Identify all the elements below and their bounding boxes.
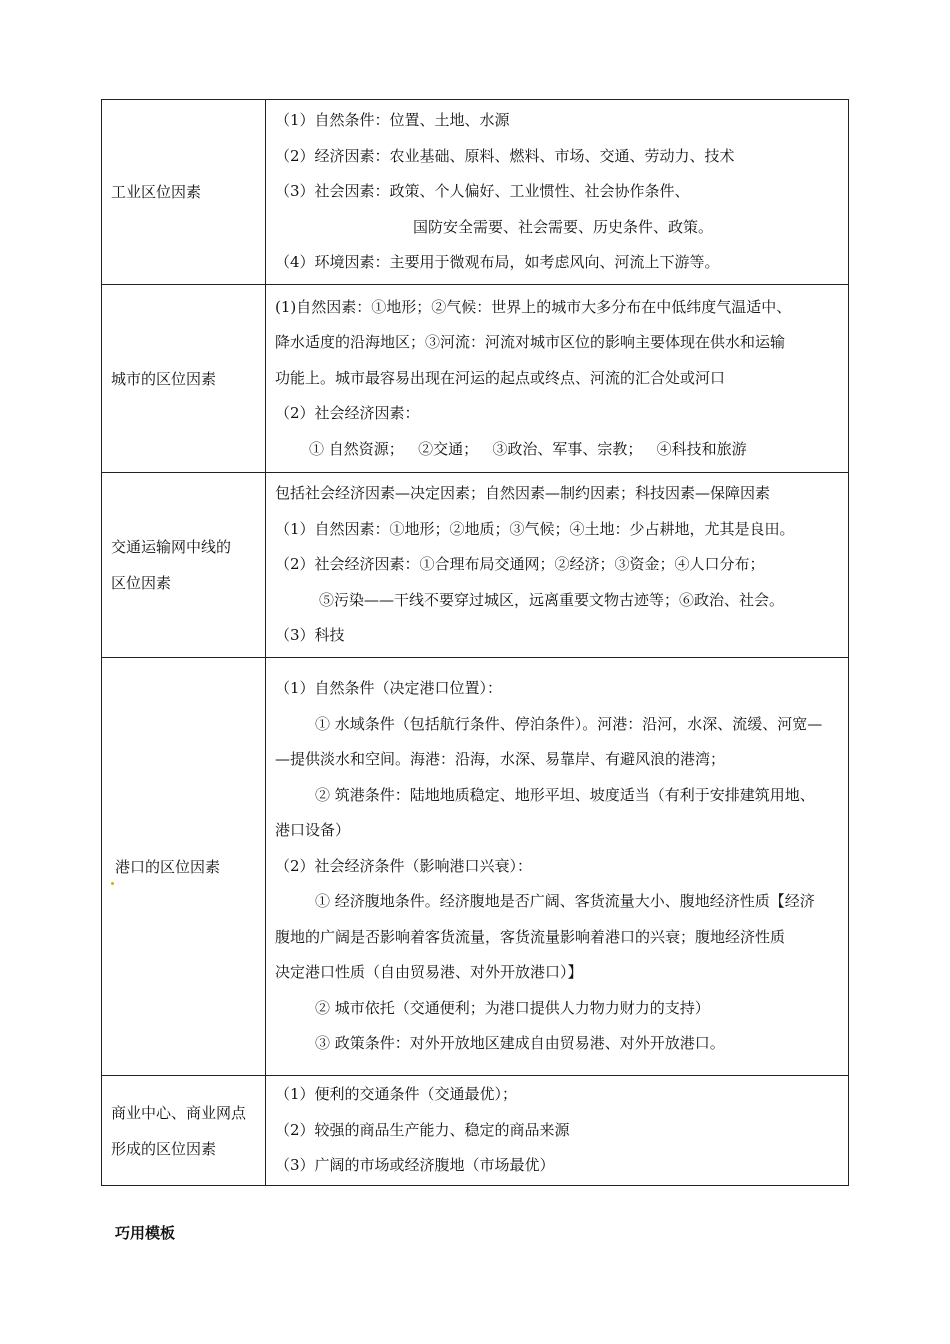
row-content-cell — [266, 1076, 849, 1186]
row-label: 商业中心、商业网点 — [111, 1103, 247, 1122]
section-heading: 巧用模板 — [115, 1224, 176, 1242]
content-line: （2）社会经济因素： — [275, 404, 420, 423]
content-line: ② 筑港条件：陆地地质稳定、地形平坦、坡度适当（有利于安排建筑用地、 — [315, 785, 815, 804]
content-line: —提供淡水和空间。海港：沿海，水深、易靠岸、有避风浪的港湾； — [275, 750, 726, 769]
row-content-cell — [266, 658, 849, 1076]
row-label-text: 港口的区位因素 — [115, 857, 221, 876]
table-row — [102, 1076, 849, 1186]
content-line: （1）自然条件（决定港口位置）： — [275, 679, 503, 698]
row-label: 交通运输网中线的 — [111, 538, 232, 556]
content-line: 国防安全需要、社会需要、历史条件、政策。 — [413, 217, 714, 236]
content-line: 包括社会经济因素—决定因素；自然因素—制约因素；科技因素—保障因素 — [275, 484, 771, 503]
row-content-cell — [266, 100, 849, 285]
content-line: （1）便利的交通条件（交通最优）； — [275, 1085, 518, 1104]
content-line: (1)自然因素：①地形；②气候：世界上的城市大多分布在中低纬度气温适中、 — [275, 297, 792, 316]
content-line: ⑤污染——干线不要穿过城区，远离重要文物古迹等；⑥政治、社会。 — [319, 590, 785, 609]
content-line: （3）社会因素：政策、个人偏好、工业惯性、社会协作条件、 — [275, 182, 690, 201]
content-line: ① 经济腹地条件。经济腹地是否广阔、客货流量大小、腹地经济性质【经济 — [315, 892, 815, 911]
table-row — [102, 658, 849, 1076]
content-line: 港口设备） — [275, 821, 351, 840]
row-label-cell — [102, 100, 266, 285]
row-label-cell — [102, 473, 266, 658]
table-row — [102, 473, 849, 658]
table-row — [102, 285, 849, 473]
content-line: （2）社会经济因素：①合理布局交通网；②经济；③资金；④人口分布； — [275, 555, 765, 574]
row-label-cell — [102, 285, 266, 473]
row-label: 区位因素 — [111, 574, 172, 592]
content-line: ② 城市依托（交通便利；为港口提供人力物力财力的支持） — [315, 998, 710, 1017]
content-line: （4）环境因素：主要用于微观布局，如考虑风向、河流上下游等。 — [275, 253, 720, 272]
content-line: 功能上。城市最容易出现在河运的起点或终点、河流的汇合处或河口 — [275, 368, 726, 387]
row-label: 形成的区位因素 — [111, 1139, 217, 1158]
location-factors-table — [101, 99, 849, 1186]
content-line: ③ 政策条件：对外开放地区建成自由贸易港、对外开放港口。 — [315, 1034, 725, 1053]
row-content-cell — [266, 285, 849, 473]
row-label-cell — [102, 658, 266, 1076]
content-line: （2）经济因素：农业基础、原料、燃料、市场、交通、劳动力、技术 — [275, 146, 735, 165]
content-line: （2）较强的商品生产能力、稳定的商品来源 — [275, 1120, 570, 1139]
content-line: （1）自然因素：①地形；②地质；③气候；④土地：少占耕地，尤其是良田。 — [275, 519, 795, 538]
content-line: 决定港口性质（自由贸易港、对外开放港口）】 — [275, 963, 583, 982]
table-row — [102, 100, 849, 285]
marker-dot-icon — [111, 882, 114, 885]
row-label: 城市的区位因素 — [111, 369, 217, 388]
content-line: （3）科技 — [275, 626, 345, 645]
row-label-cell — [102, 1076, 266, 1186]
content-line: ① 自然资源； ②交通； ③政治、军事、宗教； ④科技和旅游 — [309, 439, 747, 458]
content-line: （2）社会经济条件（影响港口兴衰）： — [275, 856, 533, 875]
row-label — [102, 849, 265, 885]
content-line: （3）广阔的市场或经济腹地（市场最优） — [275, 1156, 555, 1175]
content-line: 降水适度的沿海地区；③河流：河流对城市区位的影响主要体现在供水和运输 — [275, 333, 786, 352]
row-label: 工业区位因素 — [111, 183, 202, 201]
row-content-cell — [266, 473, 849, 658]
content-line: 腹地的广阔是否影响着客货流量，客货流量影响着港口的兴衰；腹地经济性质 — [275, 927, 786, 946]
content-line: ① 水域条件（包括航行条件、停泊条件）。河港：沿河，水深、流缓、河宽— — [315, 714, 823, 733]
content-line: （1）自然条件：位置、土地、水源 — [275, 111, 510, 130]
